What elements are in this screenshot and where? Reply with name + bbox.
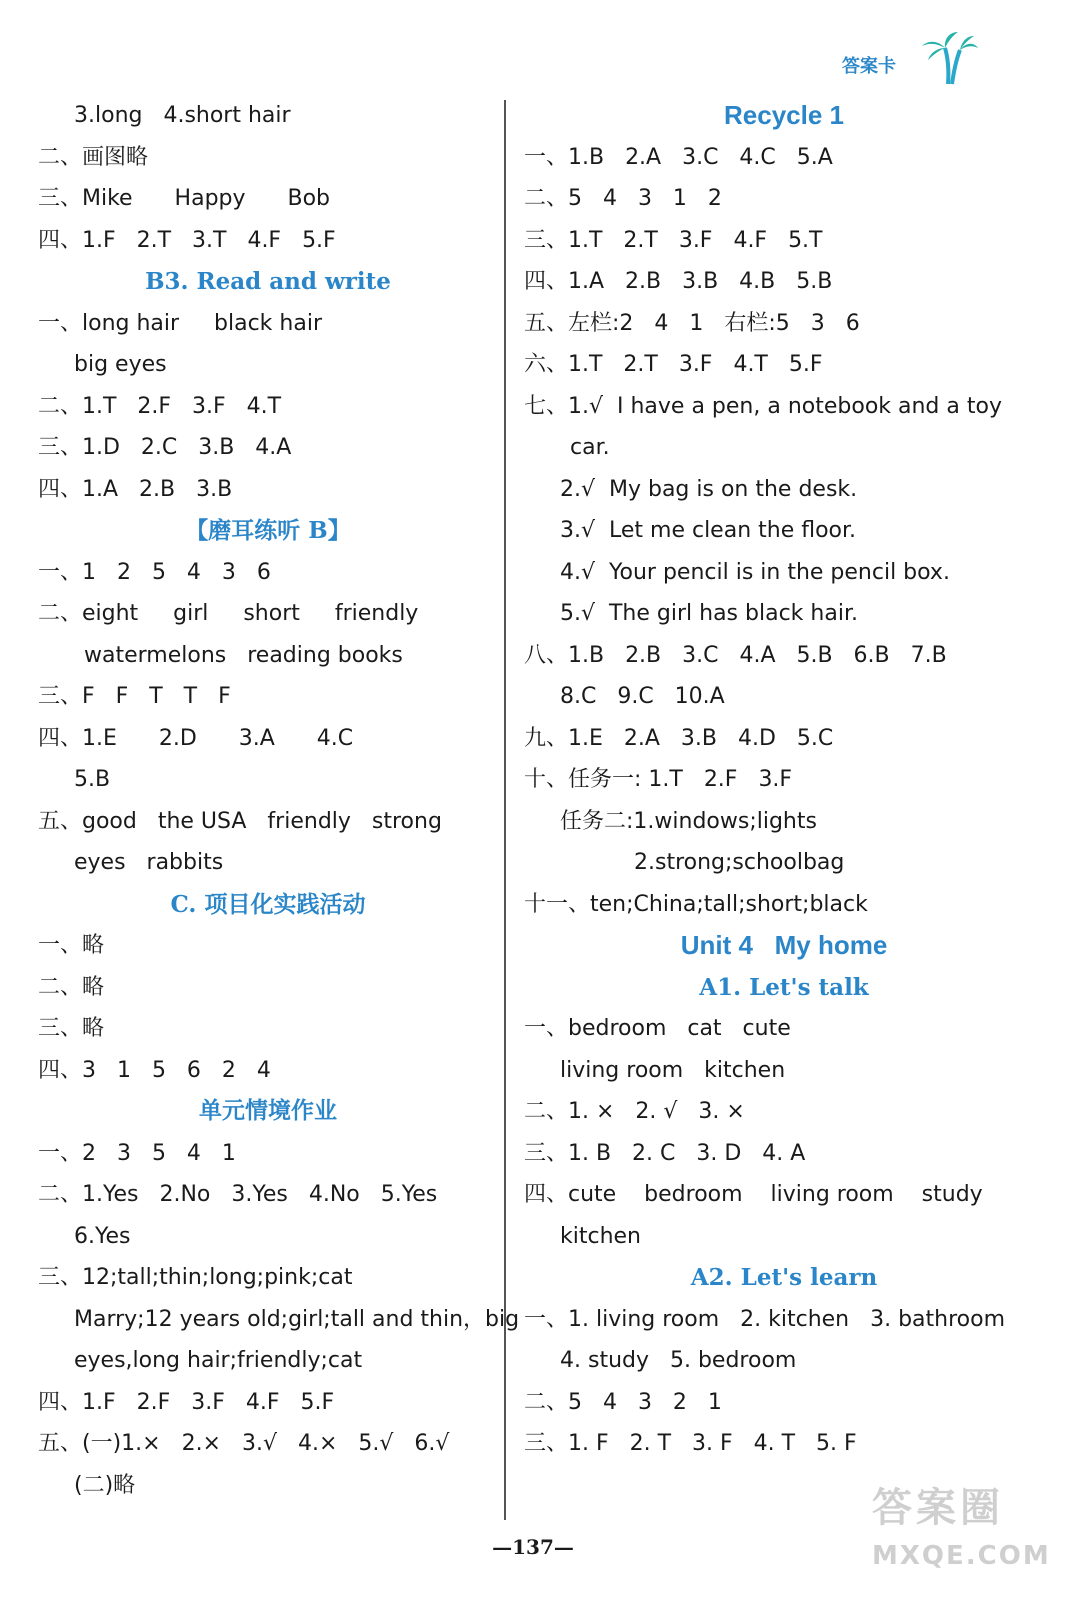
- answer-line: 5.√ The girl has black hair.: [560, 601, 858, 626]
- answer-line: 四、1.A 2.B 3.B 4.B 5.B: [524, 269, 833, 294]
- answer-line: 5.B: [74, 767, 111, 792]
- answer-line: 四、1.A 2.B 3.B: [38, 476, 233, 502]
- answer-line: 四、1.E 2.D 3.A 4.C: [38, 725, 354, 751]
- answer-line: 五、左栏:2 4 1 右栏:5 3 6: [524, 310, 860, 336]
- section-heading: Recycle 1: [724, 100, 844, 130]
- answer-line: 一、long hair black hair: [38, 310, 322, 336]
- section-heading: 【磨耳练听 B】: [185, 517, 351, 544]
- section-heading: Unit 4 My home: [680, 930, 888, 960]
- answer-line: 8.C 9.C 10.A: [560, 684, 725, 709]
- right-column: [524, 95, 1044, 1465]
- watermark-logo: 答案圈 MXQE.COM: [872, 1485, 1051, 1571]
- palm-tree-icon: [918, 30, 980, 86]
- answer-line: 四、cute bedroom living room study: [524, 1182, 983, 1207]
- answer-line: 一、1 2 5 4 3 6: [38, 559, 271, 585]
- header-label: 答案卡: [842, 56, 896, 77]
- answer-line: 十、任务一: 1.T 2.F 3.F: [524, 767, 793, 792]
- section-heading: A1. Let's talk: [699, 973, 869, 1001]
- answer-line: 三、1.T 2.T 3.F 4.F 5.T: [524, 227, 823, 253]
- answer-line: 三、1. F 2. T 3. F 4. T 5. F: [524, 1431, 857, 1456]
- answer-line: 6.Yes: [74, 1223, 131, 1249]
- answer-line: (二)略: [74, 1472, 136, 1498]
- answer-line: 十一、ten;China;tall;short;black: [524, 891, 868, 917]
- answer-line: 3.√ Let me clean the floor.: [560, 518, 857, 543]
- answer-line: 三、略: [38, 1016, 105, 1041]
- answer-line: 二、5 4 3 1 2: [524, 186, 722, 211]
- answer-line: watermelons reading books: [84, 642, 403, 668]
- answer-line: Marry;12 years old;girl;tall and thin，big: [74, 1306, 520, 1332]
- answer-line: 一、2 3 5 4 1: [38, 1140, 236, 1166]
- answer-line: 4.√ Your pencil is in the pencil box.: [560, 559, 950, 585]
- answer-line: 3.long 4.short hair: [74, 103, 291, 128]
- answer-line: 二、eight girl short friendly: [38, 601, 419, 626]
- left-column: [38, 95, 520, 1506]
- answer-line: 4. study 5. bedroom: [560, 1348, 797, 1373]
- answer-line: 五、good the USA friendly strong: [38, 808, 442, 834]
- section-heading: C. 项目化实践活动: [170, 890, 366, 918]
- section-heading: 单元情境作业: [199, 1098, 337, 1124]
- answer-line: 一、1. living room 2. kitchen 3. bathroom: [524, 1306, 1006, 1332]
- answer-line: 四、1.F 2.T 3.T 4.F 5.F: [38, 227, 336, 253]
- answer-line: eyes,long hair;friendly;cat: [74, 1348, 363, 1373]
- answer-line: 三、1. B 2. C 3. D 4. A: [524, 1140, 806, 1166]
- page-number: —137—: [492, 1535, 574, 1559]
- answer-line: 六、1.T 2.T 3.F 4.T 5.F: [524, 352, 823, 377]
- answer-line: 二、画图略: [38, 144, 149, 170]
- answer-line: 任务二:1.windows;lights: [560, 808, 817, 834]
- answer-line: 二、5 4 3 2 1: [524, 1389, 722, 1415]
- answer-line: kitchen: [560, 1223, 641, 1249]
- answer-line: 四、1.F 2.F 3.F 4.F 5.F: [38, 1389, 335, 1415]
- answer-line: 一、1.B 2.A 3.C 4.C 5.A: [524, 144, 833, 170]
- answer-line: 九、1.E 2.A 3.B 4.D 5.C: [524, 725, 834, 751]
- answer-line: 七、1.√ I have a pen, a notebook and a toy: [524, 393, 1002, 419]
- answer-line: 三、12;tall;thin;long;pink;cat: [38, 1265, 353, 1290]
- section-heading: A2. Let's learn: [690, 1264, 878, 1291]
- answer-line: 一、bedroom cat cute: [524, 1016, 791, 1041]
- answer-line: car.: [570, 435, 610, 460]
- answer-line: 八、1.B 2.B 3.C 4.A 5.B 6.B 7.B: [524, 642, 947, 668]
- answer-line: living room kitchen: [560, 1057, 786, 1083]
- answer-line: 2.√ My bag is on the desk.: [560, 476, 858, 502]
- answer-line: 二、1.T 2.F 3.F 4.T: [38, 393, 282, 419]
- answer-line: 一、略: [38, 933, 105, 958]
- answer-line: 二、1. × 2. √ 3. ×: [524, 1099, 745, 1124]
- answer-line: 三、F F T T F: [38, 684, 231, 709]
- answer-line: 2.strong;schoolbag: [634, 850, 845, 875]
- answer-line: eyes rabbits: [74, 850, 224, 875]
- answer-line: 四、3 1 5 6 2 4: [38, 1057, 271, 1083]
- answer-line: 二、1.Yes 2.No 3.Yes 4.No 5.Yes: [38, 1182, 438, 1207]
- answer-line: big eyes: [74, 352, 167, 377]
- answer-line: 五、(一)1.× 2.× 3.√ 4.× 5.√ 6.√: [38, 1431, 450, 1456]
- answer-line: 三、Mike Happy Bob: [38, 186, 330, 211]
- answer-line: 二、略: [38, 974, 105, 1000]
- section-heading: B3. Read and write: [145, 268, 391, 295]
- answer-line: 三、1.D 2.C 3.B 4.A: [38, 435, 292, 460]
